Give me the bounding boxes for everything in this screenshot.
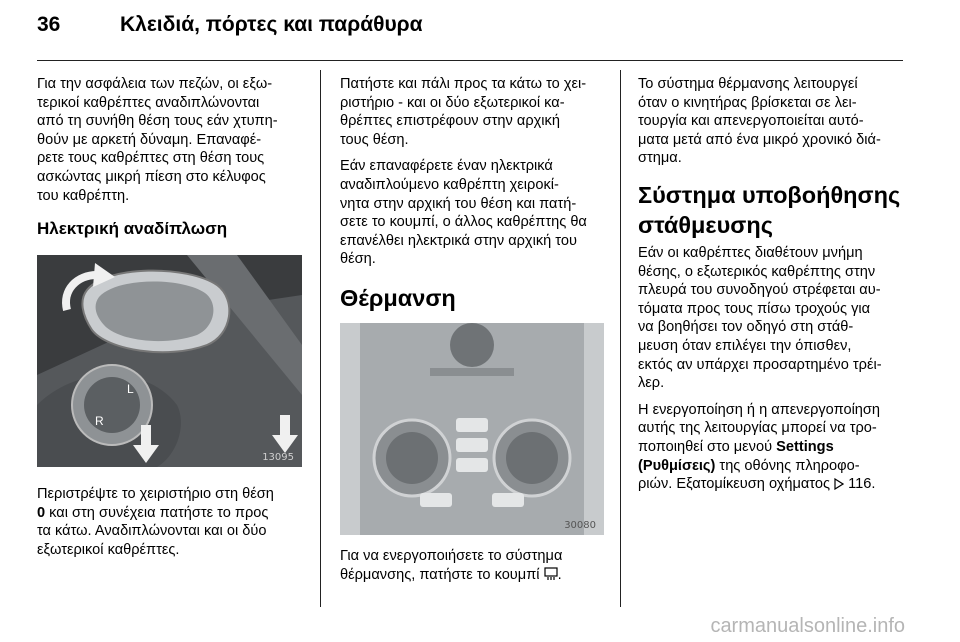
column-divider [320,70,321,607]
caption-text-cont: και στη συνέχεια πατήστε το προς τα κάτω. Αναδιπλώνονται και οι δύο εξωτερικοί καθρέπτες. [37,504,269,558]
pedestrian-safety-text: Για την ασφάλεια των πεζών, οι εξω- τερικοί καθρέπτες αναδιπλώνονται από τη συνήθη θέση τους εάν χτυπη- θούν με αρκετή δύναμη. Επαναφέ- ρετε τους καθρέπτες στη θέση τους ασκώντας μικρή πίεση στο κέλυφος του καθρέπτη. [37,76,278,204]
parking-assist-heading: Σύστημα υποβοήθησης στάθμευσης [638,181,901,238]
svg-text:R: R [95,414,104,429]
fold-back-text: Πατήστε και πάλι προς τα κάτω το χει- ριστήριο - και οι δύο εξωτερικοί κα- θρέπτες επιστρέφουν στην αρχική τους θέση. [340,76,587,148]
figure-number: 13095 [262,452,294,464]
header-rule [37,60,903,61]
mirror-control-figure [37,255,302,467]
column-2 [340,75,610,594]
mirror-illustration [37,255,302,467]
page-reference[interactable]: 116. [844,476,876,493]
rear-window-heater-icon [544,567,558,587]
parking-assist-text: Εάν οι καθρέπτες διαθέτουν μνήμη θέσης, ο εξωτερικός καθρέπτης στην πλευρά του συνοδηγού στρέφεται αυ- τόματα προς τους πίσω τροχούς για να βοηθήσει τον οδηγό στη στάθ- μευση όταν επιλέγει την όπισθεν, εκτός αν υπάρχει προσαρτημένο τρέι- λερ. [638,244,882,392]
page-number: 36 [37,13,61,36]
heating-heading: Θέρμανση [340,284,456,311]
settings-menu-label: Settings (Ρυθμίσεις) [638,438,834,474]
caption-text: Περιστρέψτε το χειριστήριο στη θέση [37,486,274,503]
heating-caption-text: Για να ενεργοποιήσετε το σύστημα θέρμανσης, πατήστε το κουμπί [340,547,563,583]
page-title: Κλειδιά, πόρτες και παράθυρα [120,13,423,36]
column-3 [638,75,908,504]
svg-text:L: L [127,382,134,397]
position-zero: 0 [37,504,46,521]
heating-operation-text: Το σύστημα θέρμανσης λειτουργεί όταν ο κινητήρας βρίσκεται σε λει- τουργία και απενεργοποιείται αυτό- ματα μετά από ένα μικρό χρονικό διά- στημα. [638,76,881,167]
figure-number: 30080 [564,519,596,531]
center-console-illustration [340,323,604,535]
column-1 [37,75,307,568]
heating-control-figure [340,323,604,535]
settings-text-b: της οθόνης πληροφο- ριών. Εξατομίκευση οχήματος [638,457,860,493]
heating-caption: Για να ενεργοποιήσετε το σύστημα θέρμανσης, πατήστε το κουμπί . [340,547,610,586]
manual-reset-text: Εάν επαναφέρετε έναν ηλεκτρικά αναδιπλούμενο καθρέπτη χειροκί- νητα στην αρχική του θέση και πατή- σετε το κουμπί, ο άλλος καθρέπτης θα επανέλθει ηλεκτρικά στην αρχική του θέση. [340,158,587,268]
column-divider [620,70,621,607]
page-reference-arrow-icon [834,477,844,496]
mirror-caption [37,485,307,559]
settings-text [638,401,908,496]
settings-text-a: Η ενεργοποίηση ή η απενεργοποίηση αυτής της λειτουργίας μπορεί να τρο- ποποιηθεί στο μενού [638,401,881,455]
watermark: carmanualsonline.info [710,615,905,637]
electric-folding-heading: Ηλεκτρική αναδίπλωση [37,219,228,239]
